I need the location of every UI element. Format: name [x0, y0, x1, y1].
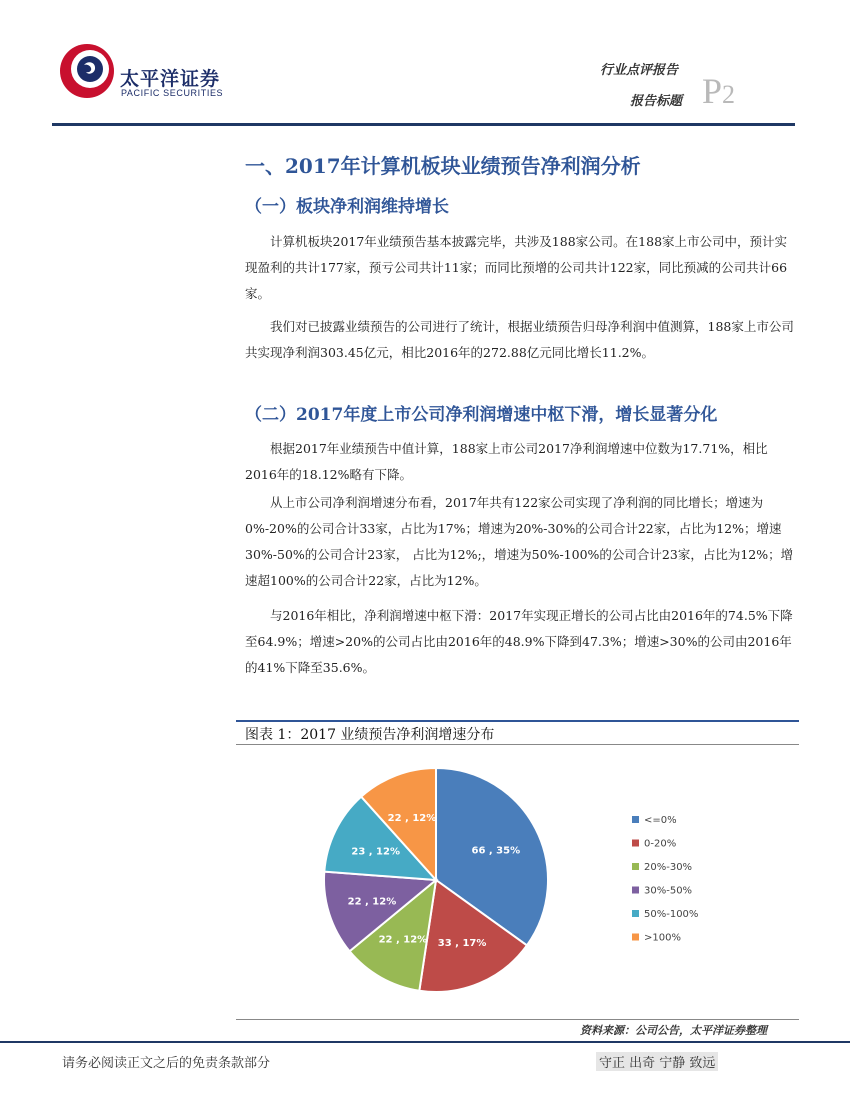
- legend-swatch: [632, 934, 639, 941]
- pie-data-label: 22 , 12%: [387, 813, 437, 825]
- legend-label: 20%-30%: [644, 862, 693, 873]
- legend-swatch: [632, 816, 639, 823]
- legend-label: <=0%: [644, 815, 677, 826]
- pie-data-label: 66 , 35%: [471, 845, 521, 857]
- paragraph-3: 根据2017年业绩预告中值计算，188家上市公司2017净利润增速中位数为17.71%，相比2016年的18.12%略有下降。: [245, 441, 768, 482]
- paragraph-1: 计算机板块2017年业绩预告基本披露完毕，共涉及188家公司。在188家上市公司中，预计实现盈利的共计177家，预亏公司共计11家；而同比预增的公司共计122家，同比预减的公司共计66家。: [245, 234, 788, 301]
- subsection-heading-1: （一）板块净利润维持增长: [245, 197, 449, 217]
- logo-chinese-name: 太平洋证券: [120, 68, 221, 90]
- legend-label: >100%: [644, 932, 681, 944]
- logo-english-name: PACIFIC SECURITIES: [121, 88, 224, 98]
- legend-swatch: [632, 910, 639, 917]
- legend-swatch: [632, 840, 639, 847]
- legend-label: 0-20%: [644, 838, 677, 850]
- footer-disclaimer: 请务必阅读正文之后的免责条款部分: [62, 1056, 271, 1071]
- header-divider: [52, 123, 795, 126]
- pie-data-label: 22 , 12%: [347, 896, 397, 908]
- paragraph-2: 我们对已披露业绩预告的公司进行了统计，根据业绩预告归母净利润中值测算，188家上市公司共实现净利润303.45亿元，相比2016年的272.88亿元同比增长11.2%。: [245, 319, 794, 360]
- figure-title: 图表 1：2017 业绩预告净利润增速分布: [245, 727, 495, 743]
- report-title: 报告标题: [630, 94, 683, 109]
- page-number: P2: [702, 71, 736, 111]
- paragraph-4: 从上市公司净利润增速分布看，2017年共有122家公司实现了净利润的同比增长；增速为 0%-20%的公司合计33家，占比为17%；增速为20%-30%的公司合计22家，占比为12%；增速30%-50%的公司合计23家， 占比为12%;，增速为50%-100%的公司合计23家，占比为12%；增速超100%的公司合计22家，占比为12%。: [245, 495, 794, 588]
- subsection-heading-2: （二）2017年度上市公司净利润增速中枢下滑，增长显著分化: [245, 405, 718, 425]
- footer-divider: [0, 1041, 850, 1043]
- figure-title-rule: [236, 744, 799, 745]
- pie-data-label: 22 , 12%: [378, 934, 428, 946]
- report-type: 行业点评报告: [600, 63, 679, 78]
- pie-chart: [300, 752, 780, 1008]
- pie-data-label: 23 , 12%: [351, 846, 401, 858]
- pacific-securities-logo-icon: [58, 42, 116, 100]
- legend-swatch: [632, 863, 639, 870]
- figure-top-rule: [236, 720, 799, 722]
- footer-motto: 守正 出奇 宁静 致远: [596, 1052, 718, 1071]
- paragraph-5: 与2016年相比，净利润增速中枢下滑：2017年实现正增长的公司占比由2016年的74.5%下降至64.9%；增速>20%的公司占比由2016年的48.9%下降到47.3%；增速>30%的公司由2016年的41%下降至35.6%。: [245, 608, 793, 675]
- legend-label: 50%-100%: [644, 909, 699, 920]
- figure-source: 资料来源：公司公告，太平洋证券整理: [580, 1024, 767, 1037]
- pie-data-label: 33 , 17%: [437, 937, 487, 949]
- figure-bottom-rule: [236, 1019, 799, 1020]
- legend-swatch: [632, 887, 639, 894]
- section-heading: 一、2017年计算机板块业绩预告净利润分析: [245, 154, 641, 178]
- legend-label: 30%-50%: [644, 885, 693, 897]
